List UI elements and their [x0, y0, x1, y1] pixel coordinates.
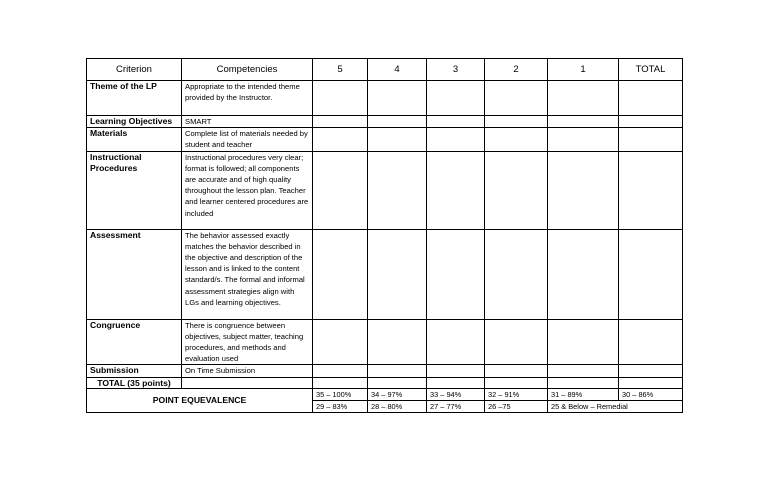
equivalence-cell: 29 – 83%	[313, 400, 368, 412]
total-cell	[619, 365, 683, 377]
total-label: TOTAL (35 points)	[87, 377, 182, 388]
score-cell	[548, 116, 619, 128]
competency-cell: Instructional procedures very clear; format is followed; all components are accurate and of high quality throughout the lesson plan. Teacher and learner centered procedures are included	[182, 151, 313, 229]
score-cell	[548, 229, 619, 319]
equivalence-cell: 33 – 94%	[427, 388, 485, 400]
score-cell	[368, 128, 427, 151]
score-cell	[368, 319, 427, 365]
score-cell	[427, 319, 485, 365]
score-cell	[548, 81, 619, 116]
total-cell	[619, 81, 683, 116]
criterion-cell: Learning Objectives	[87, 116, 182, 128]
score-cell	[427, 81, 485, 116]
criterion-cell: Submission	[87, 365, 182, 377]
competency-cell: On Time Submission	[182, 365, 313, 377]
score-cell	[368, 116, 427, 128]
total-row	[87, 377, 683, 388]
score-cell	[368, 151, 427, 229]
competency-cell: There is congruence between objectives, subject matter, teaching procedures, and methods and evaluation used	[182, 319, 313, 365]
equivalence-cell: 25 & Below – Remedial	[548, 400, 683, 412]
score-cell	[313, 229, 368, 319]
score-cell	[427, 116, 485, 128]
header-total: TOTAL	[619, 59, 683, 81]
score-cell	[427, 128, 485, 151]
equivalence-cell: 34 – 97%	[368, 388, 427, 400]
table-row	[87, 365, 683, 377]
score-cell	[485, 128, 548, 151]
equivalence-cell: 26 –75	[485, 400, 548, 412]
table-row	[87, 116, 683, 128]
equivalence-cell: 30 – 86%	[619, 388, 683, 400]
score-cell	[368, 81, 427, 116]
header-row	[87, 59, 683, 81]
equivalence-row	[87, 388, 683, 400]
criterion-cell: Congruence	[87, 319, 182, 365]
total-value-cell	[182, 377, 313, 388]
table-row	[87, 229, 683, 319]
point-equivalence-label: POINT EQUEVALENCE	[87, 388, 313, 412]
blank-cell	[313, 377, 368, 388]
score-cell	[313, 128, 368, 151]
rubric-table	[86, 58, 683, 413]
header-score-5: 5	[313, 59, 368, 81]
blank-cell	[548, 377, 619, 388]
header-competencies: Competencies	[182, 59, 313, 81]
score-cell	[313, 365, 368, 377]
score-cell	[427, 365, 485, 377]
header-criterion: Criterion	[87, 59, 182, 81]
total-cell	[619, 116, 683, 128]
competency-cell: Appropriate to the intended theme provided by the Instructor.	[182, 81, 313, 116]
score-cell	[485, 116, 548, 128]
blank-cell	[368, 377, 427, 388]
score-cell	[485, 365, 548, 377]
score-cell	[313, 81, 368, 116]
criterion-cell: Assessment	[87, 229, 182, 319]
score-cell	[548, 319, 619, 365]
score-cell	[485, 319, 548, 365]
table-row	[87, 151, 683, 229]
criterion-cell: Instructional Procedures	[87, 151, 182, 229]
score-cell	[313, 151, 368, 229]
score-cell	[427, 229, 485, 319]
score-cell	[313, 116, 368, 128]
competency-cell: Complete list of materials needed by student and teacher	[182, 128, 313, 151]
score-cell	[548, 151, 619, 229]
competency-cell: SMART	[182, 116, 313, 128]
total-cell	[619, 229, 683, 319]
score-cell	[427, 151, 485, 229]
blank-cell	[619, 377, 683, 388]
header-score-2: 2	[485, 59, 548, 81]
header-score-3: 3	[427, 59, 485, 81]
score-cell	[313, 319, 368, 365]
equivalence-cell: 31 – 89%	[548, 388, 619, 400]
blank-cell	[485, 377, 548, 388]
total-cell	[619, 128, 683, 151]
equivalence-cell: 27 – 77%	[427, 400, 485, 412]
score-cell	[548, 128, 619, 151]
blank-cell	[427, 377, 485, 388]
score-cell	[548, 365, 619, 377]
table-row	[87, 319, 683, 365]
total-cell	[619, 319, 683, 365]
equivalence-cell: 28 – 80%	[368, 400, 427, 412]
criterion-cell: Materials	[87, 128, 182, 151]
competency-cell: The behavior assessed exactly matches the behavior described in the objective and description of the lesson and is linked to the content standard/s. The formal and informal assessment strategies align with LGs and learning objectives.	[182, 229, 313, 319]
total-cell	[619, 151, 683, 229]
equivalence-cell: 35 – 100%	[313, 388, 368, 400]
score-cell	[485, 229, 548, 319]
equivalence-cell: 32 – 91%	[485, 388, 548, 400]
criterion-cell: Theme of the LP	[87, 81, 182, 116]
table-row	[87, 128, 683, 151]
score-cell	[368, 229, 427, 319]
score-cell	[485, 81, 548, 116]
header-score-4: 4	[368, 59, 427, 81]
header-score-1: 1	[548, 59, 619, 81]
score-cell	[485, 151, 548, 229]
score-cell	[368, 365, 427, 377]
table-row	[87, 81, 683, 116]
